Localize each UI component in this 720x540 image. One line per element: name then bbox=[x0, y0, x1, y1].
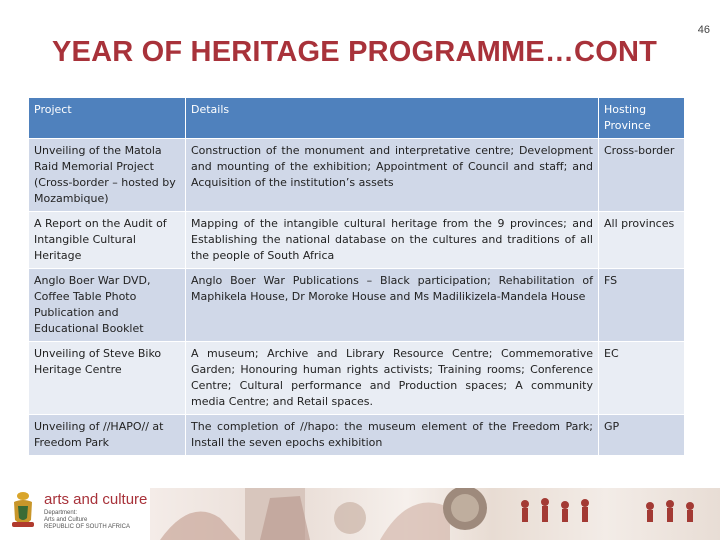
footer bbox=[0, 488, 720, 540]
project-cell: Unveiling of Steve Biko Heritage Centre bbox=[29, 342, 186, 415]
logo-name: arts and culture bbox=[44, 491, 148, 508]
hosting-cell: FS bbox=[599, 269, 685, 342]
coat-of-arms-icon bbox=[8, 490, 38, 530]
details-cell: Mapping of the intangible cultural heritage from the 9 provinces; and Establishing the national database on the cultures and traditions of all the people of South Africa bbox=[186, 212, 599, 269]
hosting-cell: Cross-border bbox=[599, 139, 685, 212]
header-project: Project bbox=[29, 98, 186, 139]
hosting-cell: GP bbox=[599, 415, 685, 456]
details-cell: The completion of //hapo: the museum element of the Freedom Park; Install the seven epochs exhibition bbox=[186, 415, 599, 456]
heritage-image-band bbox=[150, 488, 720, 540]
page-title: YEAR OF HERITAGE PROGRAMME…CONT bbox=[52, 36, 658, 68]
project-cell: Unveiling of the Matola Raid Memorial Project (Cross-border – hosted by Mozambique) bbox=[29, 139, 186, 212]
details-cell: Anglo Boer War Publications – Black participation; Rehabilitation of Maphikela House, Dr Moroke House and Ms Madilikizela-Mandela House bbox=[186, 269, 599, 342]
logo-sub-line: Department: bbox=[44, 510, 78, 516]
logo-subtitle bbox=[44, 510, 130, 531]
heritage-programme-table bbox=[28, 97, 685, 456]
project-cell: Anglo Boer War DVD, Coffee Table Photo Publication and Educational Booklet bbox=[29, 269, 186, 342]
table-row bbox=[29, 139, 685, 212]
details-cell: Construction of the monument and interpretative centre; Development and mounting of the exhibition; Appointment of Council and staff; and Acquisition of the institution’s assets bbox=[186, 139, 599, 212]
header-hosting-province: Hosting Province bbox=[599, 98, 685, 139]
header-details: Details bbox=[186, 98, 599, 139]
table-row bbox=[29, 269, 685, 342]
table-row bbox=[29, 212, 685, 269]
hosting-cell: EC bbox=[599, 342, 685, 415]
project-cell: A Report on the Audit of Intangible Cultural Heritage bbox=[29, 212, 186, 269]
table-row bbox=[29, 415, 685, 456]
table-header-row bbox=[29, 98, 685, 139]
details-cell: A museum; Archive and Library Resource Centre; Commemorative Garden; Honouring human rights activists; Training rooms; Conference Centre; Cultural performance and Production spaces; A community media Centre; and Retail spaces. bbox=[186, 342, 599, 415]
logo-sub-line: Arts and Culture bbox=[44, 517, 88, 523]
hosting-cell: All provinces bbox=[599, 212, 685, 269]
logo-sub-line: REPUBLIC OF SOUTH AFRICA bbox=[44, 524, 131, 530]
project-cell: Unveiling of //HAPO// at Freedom Park bbox=[29, 415, 186, 456]
table-row bbox=[29, 342, 685, 415]
page-number: 46 bbox=[697, 24, 710, 36]
heritage-collage-image bbox=[150, 488, 720, 540]
